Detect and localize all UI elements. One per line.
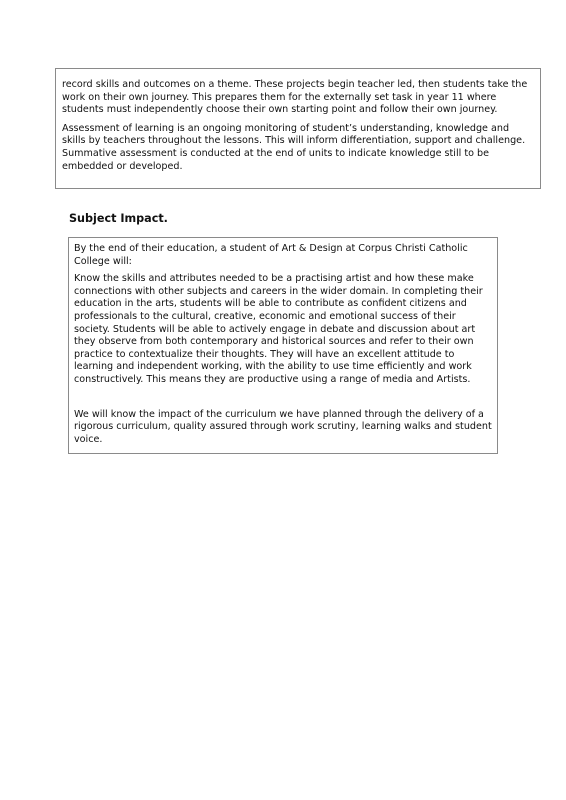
- impact-skills-paragraph: Know the skills and attributes needed to be a practising artist and how these make connections with other subjects and careers in the wider domain. In completing their education in the arts, students will be able to contribute as confident citizens and professionals to the cultural, creative, economic and emotional success of their society. Students will be able to actively engage in debate and discussion about art they observe from both contemporary and historical sources and refer to their own practice to contextualize their thoughts. They will have an excellent attitude to learning and independent working, with the ability to use time efficiently and work constructively. This means they are productive using a range of media and Artists.: [74, 273, 483, 385]
- subject-impact-heading: Subject Impact.: [69, 212, 168, 225]
- teaching-assessment-box: [55, 68, 541, 189]
- impact-measure-paragraph: We will know the impact of the curriculum we have planned through the delivery of a rigorous curriculum, quality assured through work scrutiny, learning walks and student voice.: [74, 408, 492, 445]
- impact-intro-paragraph: By the end of their education, a student of Art & Design at Corpus Christi Catholic College will:: [74, 243, 468, 267]
- subject-impact-box: [68, 237, 498, 454]
- journey-paragraph: record skills and outcomes on a theme. These projects begin teacher led, then students take the work on their own journey. This prepares them for the externally set task in year 11 where students must independently choose their own starting point and follow their own journey.: [62, 79, 528, 116]
- assessment-paragraph: Assessment of learning is an ongoing monitoring of student’s understanding, knowledge and skills by teachers throughout the lessons. This will inform differentiation, support and challenge. Summative assessment is conducted at the end of units to indicate knowledge still to be embedded or developed.: [62, 122, 526, 172]
